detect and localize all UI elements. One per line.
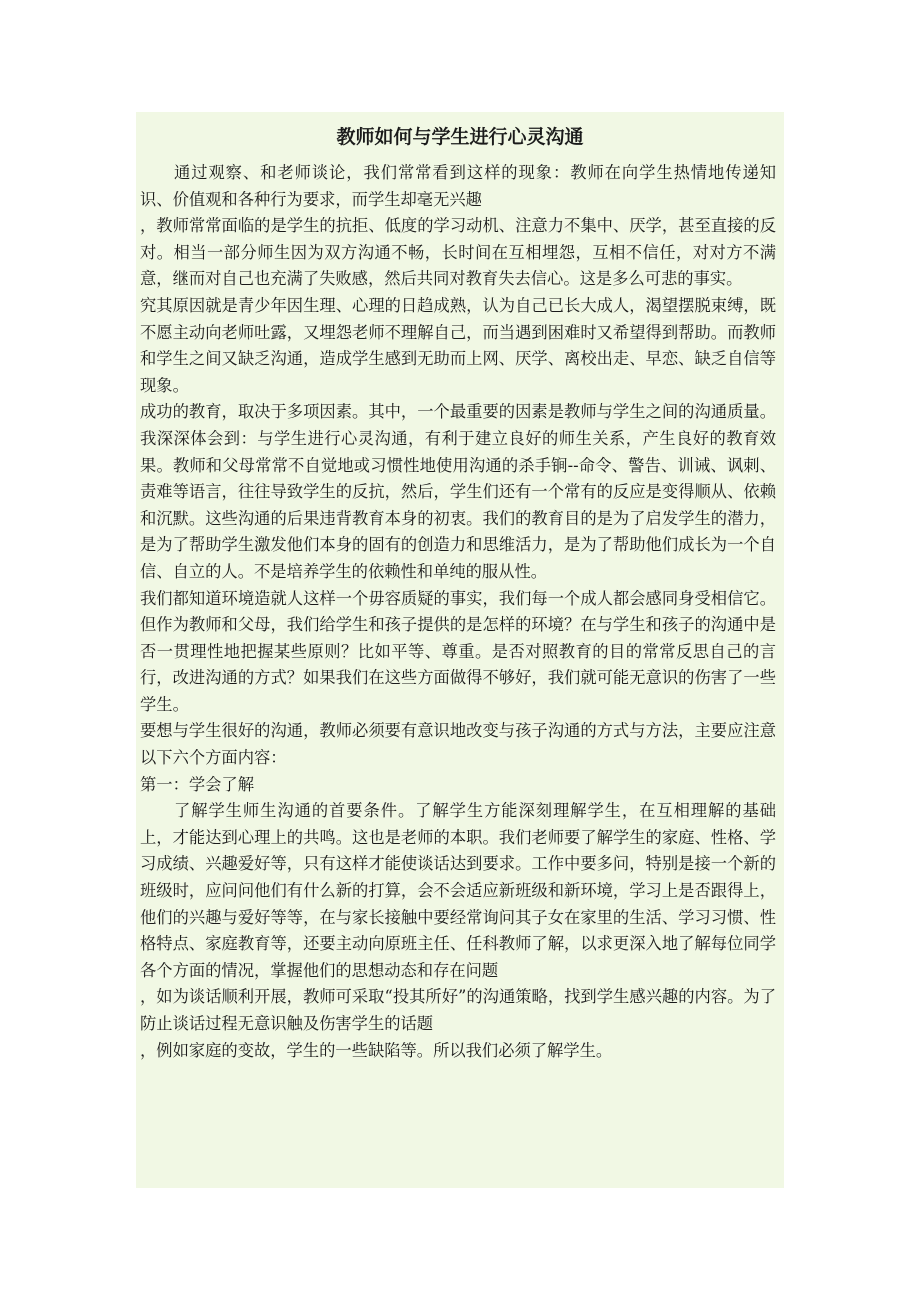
document-panel xyxy=(136,112,784,1188)
paragraph-causes: 究其原因就是青少年因生理、心理的日趋成熟，认为自己已长大成人，渴望摆脱束缚，既不愿主动向老师吐露，又埋怨老师不理解自己，而当遇到困难时又希望得到帮助。而教师和学生之间又缺乏沟通，造成学生感到无助而上网、厌学、离校出走、早恋、缺乏自信等现象。 xyxy=(140,295,776,395)
section-heading-understand: 第一：学会了解 xyxy=(140,774,254,794)
paragraph-intro: 通过观察、和老师谈论，我们常常看到这样的现象：教师在向学生热情地传递知识、价值观和各种行为要求，而学生却毫无兴趣 xyxy=(140,163,776,209)
paragraph-communication-strategy: ，如为谈话顺利开展，教师可采取“投其所好”的沟通策略，找到学生感兴趣的内容。为了防止谈话过程无意识触及伤害学生的话题 xyxy=(140,987,776,1033)
paragraph-intro-continued: ，教师常常面临的是学生的抗拒、低度的学习动机、注意力不集中、厌学，甚至直接的反对。相当一部分师生因为双方沟通不畅，长时间在互相埋怨，互相不信任，对对方不满意，继而对自己也充满了失败感，然后共同对教育失去信心。这是多么可悲的事实。 xyxy=(140,216,776,289)
paragraph-conclusion: ，例如家庭的变故，学生的一些缺陷等。所以我们必须了解学生。 xyxy=(140,1040,613,1060)
paragraph-environment: 我们都知道环境造就人这样一个毋容质疑的事实，我们每一个成人都会感同身受相信它。但作为教师和父母，我们给学生和孩子提供的是怎样的环境？在与学生和孩子的沟通中是否一贯理性地把握某些原则？比如平等、尊重。是否对照教育的目的常常反思自己的言行，改进沟通的方式？如果我们在这些方面做得不够好，我们就可能无意识的伤害了一些学生。 xyxy=(140,588,776,714)
paragraph-understand-students: 了解学生师生沟通的首要条件。了解学生方能深刻理解学生，在互相理解的基础上，才能达到心理上的共鸣。这也是老师的本职。我们老师要了解学生的家庭、性格、学习成绩、兴趣爱好等，只有这样才能使谈话达到要求。工作中要多问，特别是接一个新的班级时，应问问他们有什么新的打算，会不会适应新班级和新环境，学习上是否跟得上，他们的兴趣与爱好等等，在与家长接触中要经常询问其子女在家里的生活、学习习惯、性格特点、家庭教育等，还要主动向原班主任、任科教师了解，以求更深入地了解每位同学各个方面的情况，掌握他们的思想动态和存在问题 xyxy=(140,801,776,980)
document-body xyxy=(140,160,776,1064)
paragraph-successful-education: 成功的教育，取决于多项因素。其中，一个最重要的因素是教师与学生之间的沟通质量。我深深体会到：与学生进行心灵沟通，有利于建立良好的师生关系，产生良好的教育效果。教师和父母常常不自觉地或习惯性地使用沟通的杀手锏--命令、警告、训诫、讽刺、责难等语言，往往导致学生的反抗，然后，学生们还有一个常有的反应是变得顺从、依赖和沉默。这些沟通的后果违背教育本身的初衷。我们的教育目的是为了启发学生的潜力，是为了帮助学生激发他们本身的固有的创造力和思维活力，是为了帮助他们成长为一个自信、自立的人。不是培养学生的依赖性和单纯的服从性。 xyxy=(140,402,776,581)
paragraph-six-aspects: 要想与学生很好的沟通，教师必须要有意识地改变与孩子沟通的方式与方法，主要应注意以下六个方面内容： xyxy=(140,721,776,768)
document-title: 教师如何与学生进行心灵沟通 xyxy=(336,126,584,148)
